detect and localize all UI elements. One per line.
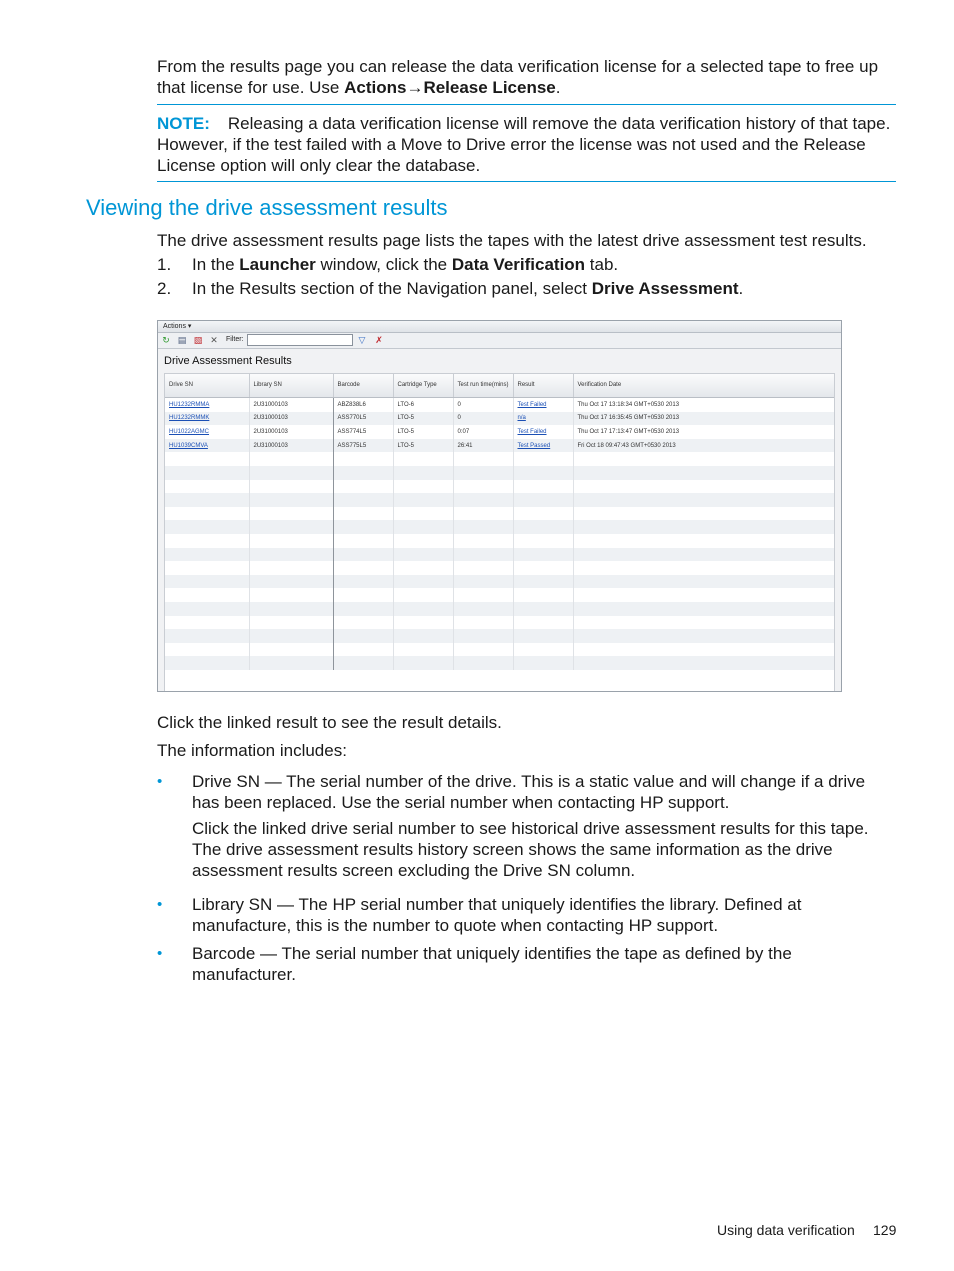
step-text: .	[738, 279, 744, 298]
intro-paragraph	[157, 56, 897, 98]
drive-sn-link[interactable]: HU1039CMVA	[165, 439, 249, 453]
empty-cell	[393, 480, 453, 494]
empty-cell	[513, 616, 573, 630]
empty-cell	[165, 575, 249, 589]
empty-cell	[573, 520, 834, 534]
empty-cell	[453, 629, 513, 643]
empty-cell	[165, 643, 249, 657]
empty-row	[165, 575, 834, 589]
empty-row	[165, 534, 834, 548]
page-number: 129	[873, 1222, 897, 1238]
empty-cell	[249, 466, 333, 480]
step-number: 2.	[157, 279, 172, 298]
empty-cell	[333, 534, 393, 548]
empty-cell	[333, 452, 393, 466]
column-header-drive-sn[interactable]: Drive SN	[165, 374, 249, 398]
column-header-cartridge-type[interactable]: Cartridge Type	[393, 374, 453, 398]
cartridge-type-cell: LTO-5	[393, 425, 453, 439]
empty-cell	[453, 452, 513, 466]
drive-sn-link[interactable]: HU1232RMMA	[165, 398, 249, 412]
empty-cell	[249, 507, 333, 521]
section-lead: The drive assessment results page lists the tapes with the latest drive assessment test results.	[157, 231, 867, 250]
empty-cell	[393, 588, 453, 602]
delete-icon[interactable]: ✕	[210, 335, 218, 345]
library-sn-cell: 2U31000103	[249, 425, 333, 439]
empty-cell	[573, 616, 834, 630]
empty-cell	[393, 561, 453, 575]
library-sn-cell: 2U31000103	[249, 412, 333, 426]
empty-cell	[573, 575, 834, 589]
empty-cell	[165, 507, 249, 521]
empty-cell	[333, 575, 393, 589]
empty-cell	[513, 452, 573, 466]
cartridge-type-cell: LTO-6	[393, 398, 453, 412]
empty-cell	[573, 656, 834, 670]
empty-cell	[513, 602, 573, 616]
empty-cell	[333, 643, 393, 657]
section-heading: Viewing the drive assessment results	[86, 195, 448, 220]
empty-cell	[513, 466, 573, 480]
empty-cell	[573, 452, 834, 466]
empty-cell	[573, 493, 834, 507]
empty-cell	[249, 588, 333, 602]
filter-input[interactable]	[247, 334, 353, 346]
verification-date-cell: Thu Oct 17 17:13:47 GMT+0530 2013	[573, 425, 834, 439]
test-run-time-cell: 0	[453, 398, 513, 412]
data-verification-term: Data Verification	[451, 255, 586, 274]
empty-cell	[165, 452, 249, 466]
empty-cell	[393, 507, 453, 521]
empty-cell	[333, 616, 393, 630]
empty-cell	[513, 575, 573, 589]
empty-cell	[249, 548, 333, 562]
toolbar	[158, 333, 841, 349]
empty-cell	[513, 520, 573, 534]
step-number: 1.	[157, 255, 172, 274]
bullet-drive-sn-detail: Click the linked drive serial number to see historical drive assessment results for this tape. The drive assessment results history screen shows the same information as the drive assessment results screen excluding the Drive SN column.	[192, 819, 869, 880]
empty-cell	[165, 602, 249, 616]
barcode-cell: ABZ838L6	[333, 398, 393, 412]
step-text: tab.	[585, 255, 619, 274]
test-run-time-cell: 26:41	[453, 439, 513, 453]
empty-cell	[453, 480, 513, 494]
empty-row	[165, 493, 834, 507]
empty-row	[165, 507, 834, 521]
step-text: In the	[192, 255, 240, 274]
empty-cell	[393, 629, 453, 643]
empty-cell	[333, 629, 393, 643]
table-row[interactable]	[165, 425, 834, 439]
empty-cell	[165, 616, 249, 630]
empty-cell	[249, 452, 333, 466]
empty-cell	[333, 466, 393, 480]
intro-text: From the results page you can release the data verification license for a selected tape to free up that license for use. Use	[157, 57, 879, 97]
empty-cell	[249, 616, 333, 630]
bullet-drive-sn	[157, 771, 897, 813]
empty-cell	[513, 643, 573, 657]
information-includes-text: The information includes:	[157, 741, 347, 760]
column-header-verification-date[interactable]: Verification Date	[573, 374, 834, 398]
empty-cell	[249, 643, 333, 657]
empty-cell	[333, 656, 393, 670]
empty-cell	[513, 480, 573, 494]
bullet-dot: •	[157, 773, 163, 790]
empty-cell	[165, 520, 249, 534]
library-sn-cell: 2U31000103	[249, 439, 333, 453]
note-label: NOTE:	[157, 114, 210, 133]
empty-cell	[165, 534, 249, 548]
empty-cell	[249, 575, 333, 589]
empty-row	[165, 656, 834, 670]
verification-date-cell: Thu Oct 17 13:18:34 GMT+0530 2013	[573, 398, 834, 412]
empty-cell	[573, 629, 834, 643]
empty-row	[165, 616, 834, 630]
library-sn-cell: 2U31000103	[249, 398, 333, 412]
pdf-icon[interactable]: ▧	[193, 335, 203, 345]
empty-cell	[453, 588, 513, 602]
empty-cell	[249, 561, 333, 575]
bullet-barcode	[157, 943, 897, 985]
empty-cell	[513, 548, 573, 562]
empty-cell	[333, 561, 393, 575]
empty-cell	[249, 520, 333, 534]
column-header-result[interactable]: Result	[513, 374, 573, 398]
empty-cell	[453, 507, 513, 521]
empty-cell	[513, 561, 573, 575]
empty-cell	[453, 643, 513, 657]
result-details-text: Click the linked result to see the result details.	[157, 713, 502, 732]
note-box	[157, 104, 896, 182]
empty-cell	[513, 507, 573, 521]
empty-cell	[249, 480, 333, 494]
drive-sn-link[interactable]: HU1022AGMC	[165, 425, 249, 439]
empty-cell	[165, 656, 249, 670]
refresh-icon[interactable]: ↻	[162, 335, 170, 345]
actions-menu[interactable]: Actions ▾	[163, 323, 192, 330]
footer-section-label: Using data verification	[717, 1222, 855, 1238]
bullet-dot: •	[157, 896, 163, 913]
step-text: In the Results section of the Navigation panel, select	[192, 279, 592, 298]
empty-cell	[393, 548, 453, 562]
empty-cell	[453, 575, 513, 589]
empty-row	[165, 643, 834, 657]
empty-cell	[393, 534, 453, 548]
empty-cell	[453, 656, 513, 670]
empty-cell	[249, 493, 333, 507]
empty-cell	[573, 507, 834, 521]
note-text: Releasing a data verification license will remove the data verification history of that tape. However, if the test failed with a Move to Drive error the license was not used and the Release License option will only clear the database.	[157, 114, 891, 175]
menu-bar	[158, 321, 841, 333]
arrow-glyph: →	[406, 78, 424, 97]
result-link[interactable]: Test Failed	[513, 425, 573, 439]
clear-filter-icon[interactable]: ✗	[375, 335, 383, 345]
empty-cell	[393, 602, 453, 616]
empty-cell	[573, 548, 834, 562]
empty-cell	[165, 548, 249, 562]
empty-cell	[249, 534, 333, 548]
empty-cell	[249, 629, 333, 643]
empty-cell	[453, 520, 513, 534]
panel-title: Drive Assessment Results	[164, 355, 292, 367]
empty-cell	[333, 520, 393, 534]
drive-sn-link[interactable]: HU1232RMMK	[165, 412, 249, 426]
empty-cell	[573, 602, 834, 616]
empty-cell	[513, 629, 573, 643]
results-panel	[158, 349, 841, 691]
actions-term: Actions	[344, 78, 407, 97]
empty-cell	[165, 629, 249, 643]
empty-cell	[573, 466, 834, 480]
empty-cell	[393, 643, 453, 657]
step-text: window, click the	[315, 255, 452, 274]
empty-cell	[333, 507, 393, 521]
empty-cell	[453, 466, 513, 480]
bullet-text: Library SN — The HP serial number that uniquely identifies the library. Defined at manufacture, this is the number to quote when contacting HP support.	[192, 895, 802, 935]
empty-cell	[333, 588, 393, 602]
empty-cell	[333, 493, 393, 507]
empty-row	[165, 480, 834, 494]
empty-cell	[333, 480, 393, 494]
empty-cell	[513, 493, 573, 507]
empty-cell	[165, 480, 249, 494]
empty-cell	[393, 493, 453, 507]
empty-row	[165, 602, 834, 616]
empty-cell	[249, 656, 333, 670]
empty-cell	[453, 493, 513, 507]
empty-cell	[393, 616, 453, 630]
empty-row	[165, 520, 834, 534]
bullet-text: Drive SN — The serial number of the drive. This is a static value and will change if a drive has been replaced. Use the serial number when contacting HP support.	[192, 772, 866, 812]
barcode-cell: ASS775L5	[333, 439, 393, 453]
intro-end: .	[555, 78, 561, 97]
empty-row	[165, 588, 834, 602]
cartridge-type-cell: LTO-5	[393, 439, 453, 453]
result-link[interactable]: Test Passed	[513, 439, 573, 453]
empty-cell	[453, 561, 513, 575]
empty-cell	[393, 656, 453, 670]
empty-cell	[453, 534, 513, 548]
column-header-barcode[interactable]: Barcode	[333, 374, 393, 398]
empty-cell	[393, 520, 453, 534]
empty-cell	[573, 561, 834, 575]
empty-cell	[453, 602, 513, 616]
empty-row	[165, 561, 834, 575]
empty-rows	[165, 452, 834, 670]
step-1	[157, 254, 897, 275]
empty-cell	[249, 602, 333, 616]
empty-cell	[333, 548, 393, 562]
release-license-term: Release License	[423, 78, 556, 97]
save-icon[interactable]: ▤	[177, 335, 187, 345]
drive-assessment-screenshot	[157, 320, 842, 692]
verification-date-cell: Thu Oct 17 16:35:45 GMT+0530 2013	[573, 412, 834, 426]
empty-cell	[393, 452, 453, 466]
barcode-cell: ASS774L5	[333, 425, 393, 439]
empty-row	[165, 466, 834, 480]
bullet-library-sn	[157, 894, 897, 936]
empty-cell	[513, 534, 573, 548]
bullet-dot: •	[157, 945, 163, 962]
table-row[interactable]	[165, 398, 834, 412]
empty-cell	[513, 656, 573, 670]
result-link[interactable]: Test Failed	[513, 398, 573, 412]
column-header-library-sn[interactable]: Library SN	[249, 374, 333, 398]
empty-cell	[165, 561, 249, 575]
empty-cell	[573, 643, 834, 657]
empty-cell	[393, 575, 453, 589]
table-row[interactable]	[165, 412, 834, 426]
empty-row	[165, 629, 834, 643]
empty-cell	[393, 466, 453, 480]
bullet-text: Barcode — The serial number that uniquely identifies the tape as defined by the manufacturer.	[192, 944, 792, 984]
empty-cell	[453, 548, 513, 562]
table-row[interactable]	[165, 439, 834, 453]
results-grid	[164, 373, 835, 692]
empty-cell	[573, 588, 834, 602]
test-run-time-cell: 0	[453, 412, 513, 426]
empty-cell	[333, 602, 393, 616]
verification-date-cell: Fri Oct 18 09:47:43 GMT+0530 2013	[573, 439, 834, 453]
cartridge-type-cell: LTO-5	[393, 412, 453, 426]
empty-cell	[165, 466, 249, 480]
empty-cell	[573, 534, 834, 548]
empty-cell	[453, 616, 513, 630]
test-run-time-cell: 0:07	[453, 425, 513, 439]
empty-row	[165, 452, 834, 466]
step-2	[157, 278, 897, 299]
empty-cell	[513, 588, 573, 602]
empty-cell	[573, 480, 834, 494]
filter-icon[interactable]: ▽	[358, 335, 366, 345]
result-link[interactable]: n/a	[513, 412, 573, 426]
drive-assessment-term: Drive Assessment	[591, 279, 739, 298]
barcode-cell: ASS770L5	[333, 412, 393, 426]
empty-cell	[165, 493, 249, 507]
empty-cell	[165, 588, 249, 602]
filter-label: Filter:	[226, 336, 244, 343]
column-header-test-run-time[interactable]: Test run time(mins)	[453, 374, 513, 398]
launcher-term: Launcher	[239, 255, 316, 274]
empty-row	[165, 548, 834, 562]
